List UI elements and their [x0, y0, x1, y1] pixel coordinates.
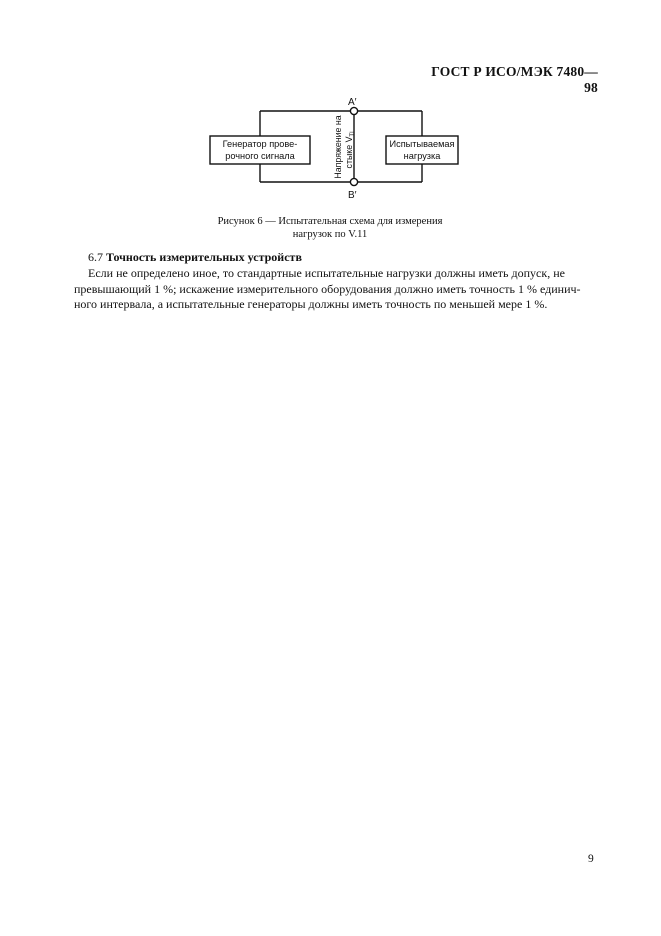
- body-line-3: ного интервала, а испытательные генераторы должны иметь точность по меньшей мере 1 %.: [74, 297, 548, 311]
- caption-line-2: нагрузок по V.11: [292, 229, 368, 240]
- caption-line-1: Рисунок 6 — Испытательная схема для измерения: [217, 216, 443, 227]
- document-header: ГОСТ Р ИСО/МЭК 7480—98: [431, 64, 598, 95]
- load-label-2: нагрузка: [403, 151, 441, 161]
- generator-label-1: Генератор прове-: [222, 139, 298, 149]
- voltage-label-1: Напряжение на: [333, 115, 343, 179]
- terminal-b: [350, 178, 357, 185]
- load-label-1: Испытываемая: [389, 139, 455, 149]
- circuit-svg: [200, 92, 480, 204]
- node-a-label: A′: [348, 97, 357, 108]
- node-b-label: B′: [348, 190, 357, 201]
- body-line-1: Если не определено иное, то стандартные испытательные нагрузки должны иметь допуск, не: [88, 266, 565, 280]
- generator-label-2: рочного сигнала: [225, 151, 295, 161]
- page-number: 9: [588, 853, 594, 865]
- test-circuit-diagram: [200, 92, 480, 204]
- section-heading: [88, 250, 598, 266]
- voltage-label-2: стыке $V_{TL}$: [344, 129, 356, 169]
- section-title: Точность измерительных устройств: [106, 250, 302, 264]
- section-number: 6.7: [88, 250, 103, 264]
- terminal-a: [350, 107, 357, 114]
- body-paragraph: [74, 266, 599, 313]
- figure-caption: [160, 215, 500, 241]
- body-line-2: превышающий 1 %; искажение измерительного оборудования должно иметь точность 1 % единич-: [74, 281, 581, 296]
